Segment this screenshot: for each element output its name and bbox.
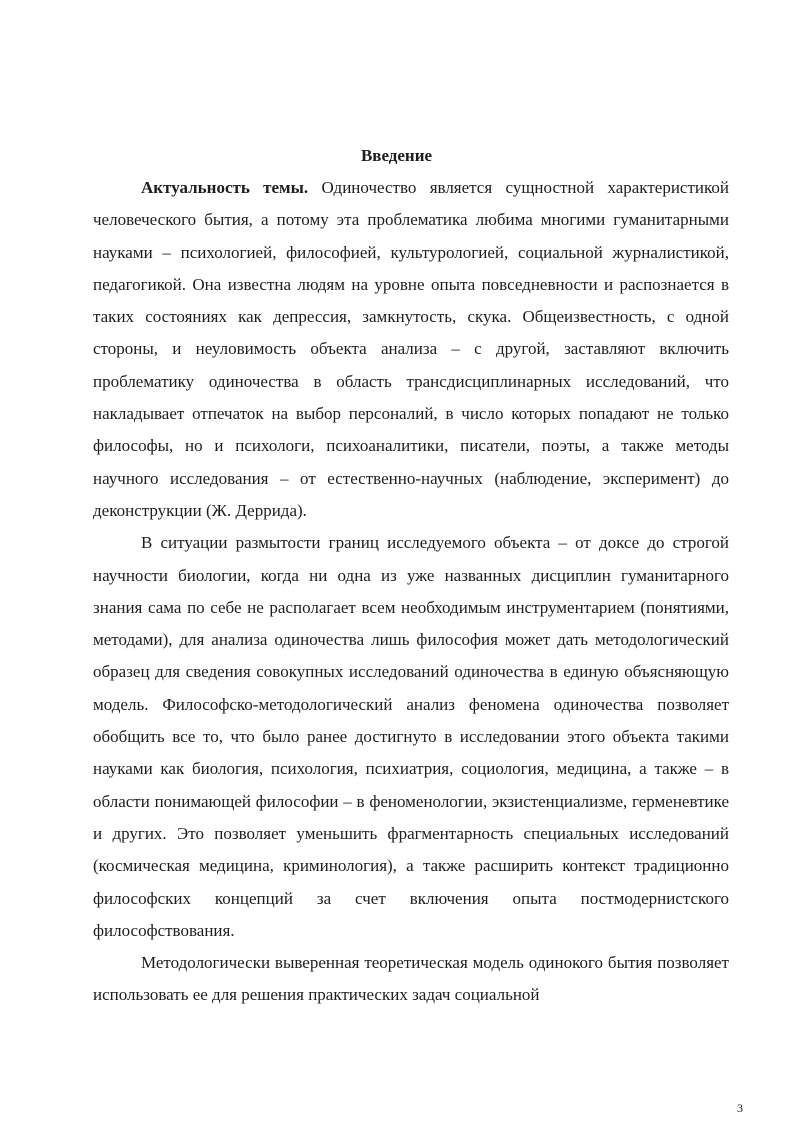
paragraph-lead: Актуальность темы. [141, 178, 309, 197]
paragraph-1 [93, 172, 729, 527]
paragraph-3: Методологически выверенная теоретическая модель одинокого бытия позволяет использовать ее для решения практических задач социальной [93, 953, 729, 1005]
page-number: 3 [737, 1101, 743, 1115]
paragraph-2: В ситуации размытости границ исследуемого объекта – от доксе до строгой научности биологии, когда ни одна из уже названных дисциплин гуманитарного знания сама по себе не располагает всем необходимым инструментарием (понятиями, методами), для анализа одиночества лишь философия может дать методологический образец для сведения совокупных исследований одиночества в единую объясняющую модель. Философско-методологический анализ феномена одиночества позволяет обобщить все то, что было ранее достигнуто в исследовании этого объекта такими науками как биология, психология, психиатрия, социология, медицина, а также – в области понимающей философии – в феноменологии, экзистенциализме, герменевтике и других. Это позволяет уменьшить фрагментарность специальных исследований (космическая медицина, криминология), а также расширить контекст традиционно философских концепций за счет включения опыта постмодернистского философствования. [93, 533, 729, 940]
body-text [93, 172, 729, 1012]
paragraph-text: Одиночество является сущностной характеристикой человеческого бытия, а потому эта проблематика любима многими гуманитарными науками – психологией, философией, культурологией, социальной журналистикой, педагогикой. Она известна людям на уровне опыта повседневности и распознается в таких состояниях как депрессия, замкнутость, скука. Общеизвестность, с одной стороны, и неуловимость объекта анализа – с другой, заставляют включить проблематику одиночества в область трансдисциплинарных исследований, что накладывает отпечаток на выбор персоналий, в число которых попадают не только философы, но и психологи, психоаналитики, писатели, поэты, а также методы научного исследования – от естественно-научных (наблюдение, эксперимент) до деконструкции (Ж. Деррида). [93, 178, 729, 520]
page-title: Введение [360, 146, 433, 165]
